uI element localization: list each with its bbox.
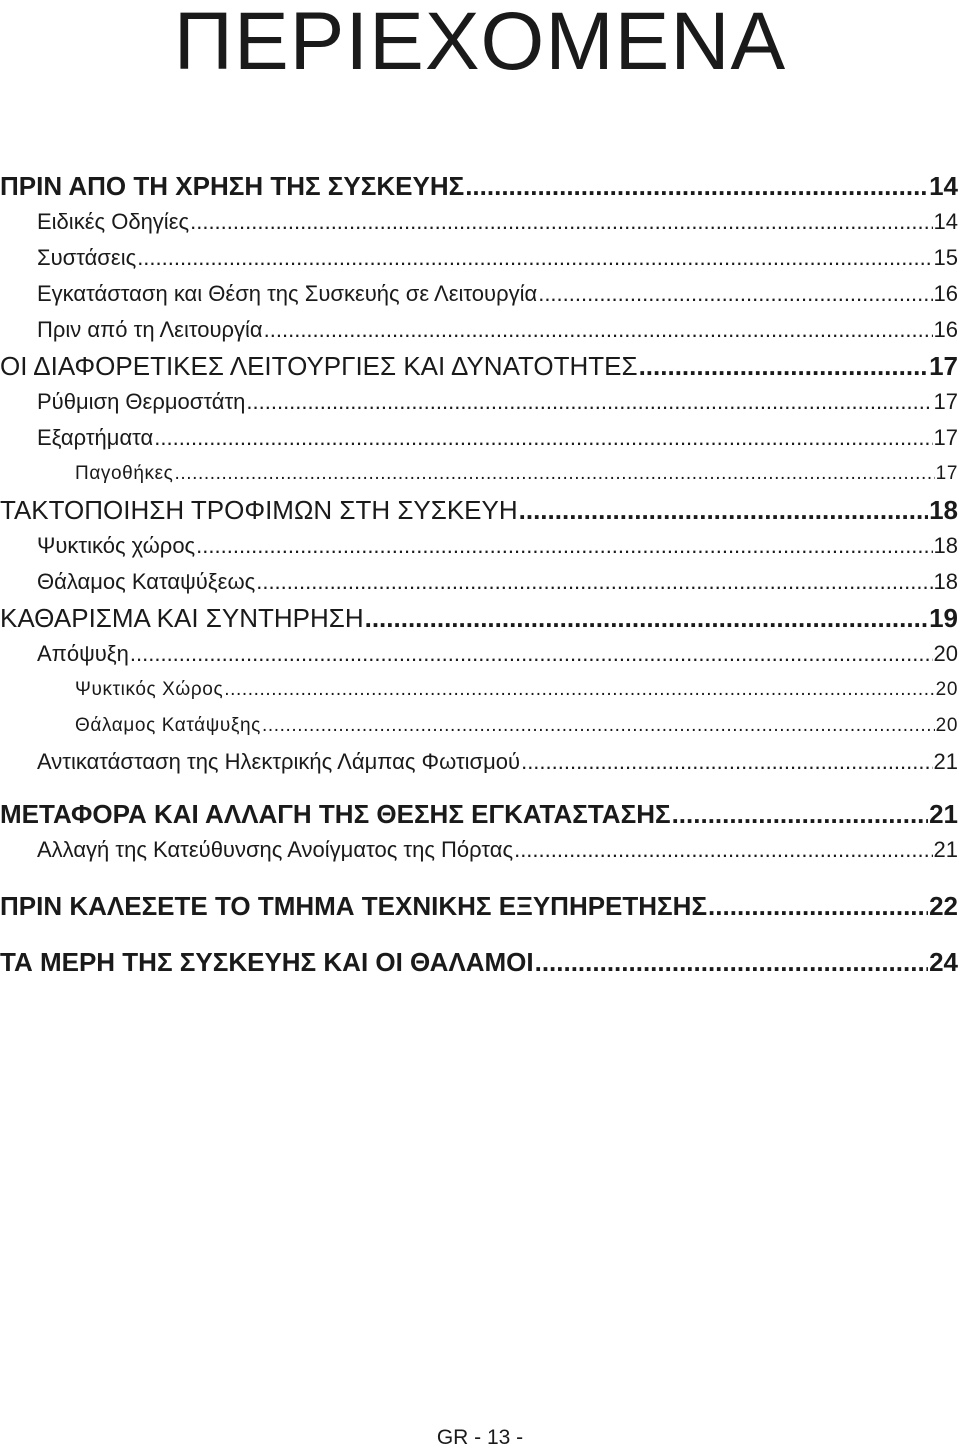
page-footer: GR - 13 - [436,1426,524,1449]
toc-leader-dots [174,456,934,492]
toc-leader-dots [262,708,935,744]
toc-page-number: 14 [933,209,958,234]
toc-section-functions[interactable] [0,348,958,384]
toc-leader-dots [538,276,932,312]
toc-item-cooling-compartment[interactable] [0,528,958,564]
toc-page-number: 24 [929,947,958,977]
toc-leader-dots [264,312,933,348]
toc-item-special-instructions[interactable] [0,204,958,240]
toc-section-before-use[interactable] [0,168,958,204]
toc-entry-label: Απόψυξη [37,641,129,666]
toc-page-number: 17 [935,463,958,484]
toc-entry-label: Συστάσεις [37,245,137,270]
toc-entry-label: Ψυκτικός Χώρος [75,679,224,700]
toc-entry-label: ΚΑΘΑΡΙΣΜΑ ΚΑΙ ΣΥΝΤΗΡΗΣΗ [0,603,364,633]
toc-item-defrosting[interactable] [0,636,958,672]
toc-entry-label: ΠΡΙΝ ΚΑΛΕΣΕΤΕ ΤΟ ΤΜΗΜΑ ΤΕΧΝΙΚΗΣ ΕΞΥΠΗΡΕΤΗΣΗΣ [0,891,708,921]
toc-item-cooling-space[interactable] [0,672,958,708]
toc-item-accessories[interactable] [0,420,958,456]
toc-item-ice-trays[interactable] [0,456,958,492]
toc-page-number: 20 [933,641,958,666]
toc-page-number: 17 [929,351,958,381]
toc-page-number: 20 [935,715,958,736]
toc-entry-label: Ψυκτικός χώρος [37,533,196,558]
table-of-contents [0,168,958,980]
toc-leader-dots [256,564,932,600]
toc-leader-dots [246,384,932,420]
toc-leader-dots [190,204,932,240]
toc-entry-label: ΜΕΤΑΦΟΡΑ ΚΑΙ ΑΛΛΑΓΗ ΤΗΣ ΘΕΣΗΣ ΕΓΚΑΤΑΣΤΑΣΗΣ [0,799,671,829]
toc-leader-dots [514,832,932,868]
toc-entry-label: Αλλαγή της Κατεύθυνσης Ανοίγματος της Πόρτας [37,837,514,862]
toc-entry-label: ΤΑ ΜΕΡΗ ΤΗΣ ΣΥΣΚΕΥΗΣ ΚΑΙ ΟΙ ΘΑΛΑΜΟΙ [0,947,534,977]
toc-page-number: 15 [933,245,958,270]
toc-leader-dots [365,600,928,636]
toc-entry-label: Παγοθήκες [75,463,174,484]
toc-leader-dots [639,348,929,384]
toc-leader-dots [521,744,932,780]
toc-page-number: 21 [929,799,958,829]
toc-section-transport[interactable] [0,796,958,832]
toc-page-number: 19 [929,603,958,633]
toc-item-before-operation[interactable] [0,312,958,348]
toc-leader-dots [465,168,928,204]
toc-entry-label: Εξαρτήματα [37,425,154,450]
toc-page-number: 17 [933,389,958,414]
toc-leader-dots [137,240,932,276]
toc-page-number: 16 [933,281,958,306]
toc-leader-dots [535,944,928,980]
toc-section-parts[interactable] [0,944,958,980]
toc-page-number: 18 [933,533,958,558]
toc-section-food-storage[interactable] [0,492,958,528]
toc-page-number: 21 [933,837,958,862]
toc-entry-label: Ειδικές Οδηγίες [37,209,190,234]
toc-section-before-service[interactable] [0,888,958,924]
toc-leader-dots [196,528,932,564]
toc-entry-label: Εγκατάσταση και Θέση της Συσκευής σε Λειτουργία [37,281,538,306]
toc-page-number: 22 [929,891,958,921]
toc-leader-dots [519,492,928,528]
toc-item-installation[interactable] [0,276,958,312]
toc-leader-dots [130,636,933,672]
toc-item-freezer-chamber[interactable] [0,708,958,744]
toc-page-number: 17 [933,425,958,450]
toc-page-number: 21 [933,749,958,774]
toc-entry-label: ΠΡΙΝ ΑΠΟ ΤΗ ΧΡΗΣΗ ΤΗΣ ΣΥΣΚΕΥΗΣ [0,171,465,201]
toc-entry-label: Θάλαμος Καταψύξεως [37,569,256,594]
toc-leader-dots [154,420,932,456]
toc-entry-label: ΤΑΚΤΟΠΟΙΗΣΗ ΤΡΟΦΙΜΩΝ ΣΤΗ ΣΥΣΚΕΥΗ [0,495,518,525]
toc-entry-label: ΟΙ ΔΙΑΦΟΡΕΤΙΚΕΣ ΛΕΙΤΟΥΡΓΙΕΣ ΚΑΙ ΔΥΝΑΤΟΤΗΤΕΣ [0,351,638,381]
toc-page-number: 14 [929,171,958,201]
toc-leader-dots [224,672,934,708]
toc-leader-dots [708,888,928,924]
toc-section-cleaning[interactable] [0,600,958,636]
toc-entry-label: Πριν από τη Λειτουργία [37,317,263,342]
toc-item-lamp-replacement[interactable] [0,744,958,780]
toc-page-number: 16 [933,317,958,342]
toc-item-freezer-compartment[interactable] [0,564,958,600]
toc-page-number: 18 [929,495,958,525]
toc-page-number: 18 [933,569,958,594]
toc-entry-label: Αντικατάσταση της Ηλεκτρικής Λάμπας Φωτισμού [37,749,521,774]
toc-entry-label: Ρύθμιση Θερμοστάτη [37,389,246,414]
toc-item-door-direction[interactable] [0,832,958,868]
toc-leader-dots [672,796,929,832]
toc-item-thermostat[interactable] [0,384,958,420]
toc-item-recommendations[interactable] [0,240,958,276]
toc-page-number: 20 [935,679,958,700]
toc-entry-label: Θάλαμος Κατάψυξης [75,715,261,736]
page-title: ΠΕΡΙΕΧΟΜΕΝΑ [173,0,787,87]
